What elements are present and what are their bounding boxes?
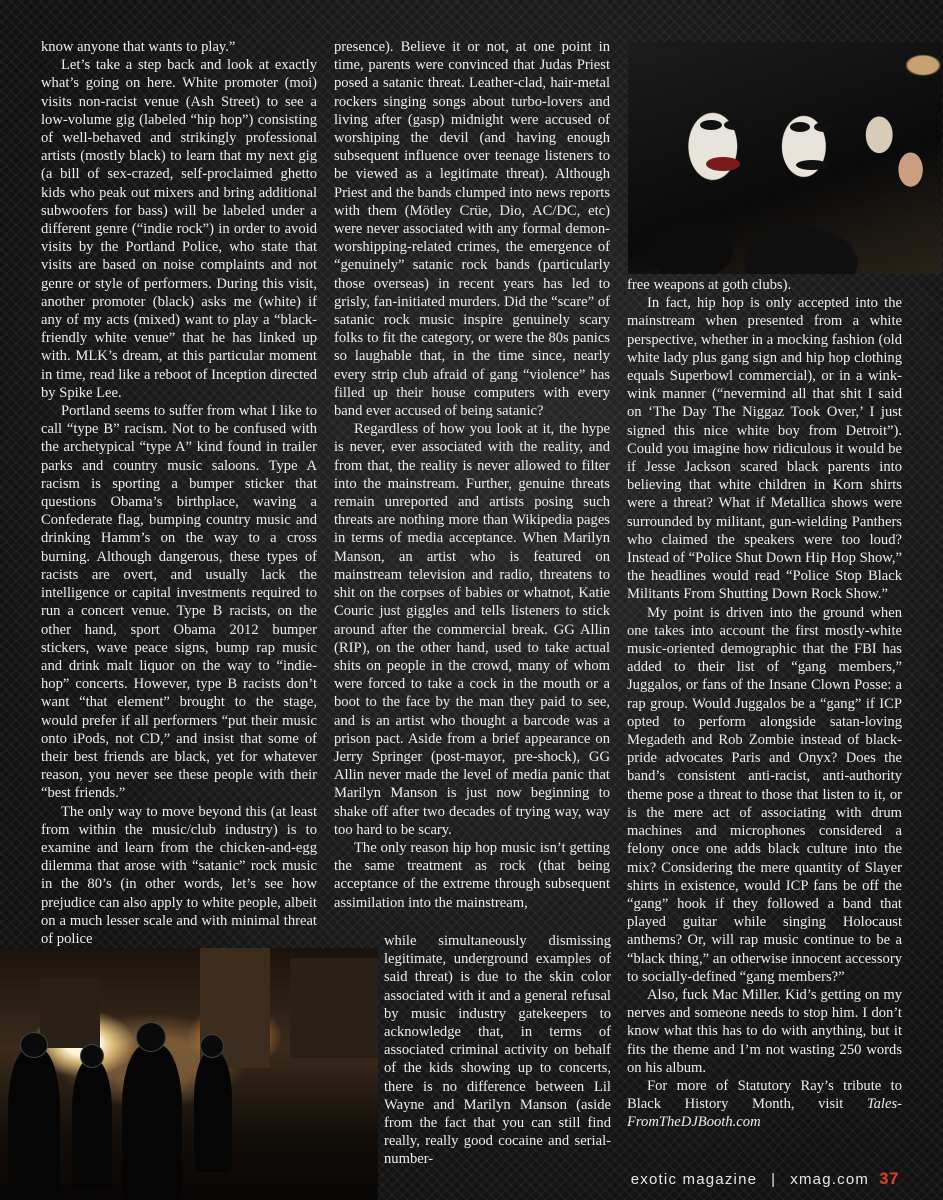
helmet-shape bbox=[20, 1032, 48, 1058]
helmet-shape bbox=[136, 1022, 166, 1052]
officer-silhouette bbox=[122, 1044, 182, 1200]
face-paint-mark bbox=[814, 122, 834, 132]
riot-police-photo bbox=[0, 948, 378, 1200]
website-link[interactable]: Tales-FromTheDJBooth.com bbox=[627, 1096, 902, 1131]
paragraph: know anyone that wants to play.” bbox=[41, 39, 236, 55]
paragraph: The only way to move beyond this (at least from within the music/club industry) is to examine and learn from the chicken-and-egg dilemma that arose with “satanic” rock music in the 80’s (in other words, let’s see how prejudice can also apply to white people, albeit on a much lesser scale and with minimal threat of police bbox=[41, 803, 317, 947]
page-footer bbox=[631, 1169, 899, 1189]
helmet-shape bbox=[80, 1044, 104, 1068]
officer-silhouette bbox=[8, 1048, 60, 1198]
juggalo-crowd-photo bbox=[628, 42, 942, 274]
magazine-site[interactable]: xmag.com bbox=[790, 1171, 870, 1188]
paragraph: My point is driven into the ground when one takes into account the first mostly-white music-oriented demographic that the FBI has added to their list of “gang members,” Juggalos, or fans of the Insane Clown Posse: a rap group. Would Juggalos be a “gang” if ICP opted to perform alongside satan-loving Megadeth and Rob Zombie instead of black-pride advocates Paris and Onyx? Does the band’s consistent anti-racist, anti-authority theme pose a threat to those that listen to it, or is the mere act of associating with drum machines and microphones considered a felony once one adds black culture into the mix? Considering the mere quantity of Slayer shirts in existence, would ICP fans be off the “gang” hook if they followed a band that played guitar while singing Holocaust anthems? Or, will rap music continue to be a “black thing,” an otherwise innocent accessory to socially-defined “gang members?” bbox=[627, 604, 902, 985]
building-silhouette bbox=[290, 958, 378, 1058]
closing-paragraph bbox=[627, 1077, 902, 1132]
paragraph: Also, fuck Mac Miller. Kid’s getting on my nerves and someone needs to stop him. I don’t know what this has to do with anything, but it fits the theme and I’m not wasting 250 words on his album. bbox=[627, 986, 902, 1076]
helmet-shape bbox=[200, 1034, 224, 1058]
face-paint-mark bbox=[706, 157, 740, 171]
paragraph: while simultaneously dismissing legitimate, underground examples of said threat) is due to the skin color associated with it and a general refusal by music industry gatekeepers to acknowledge that, in terms of associated criminal activity on behalf of the kids showing up to concerts, there is no difference between Lil Wayne and Marilyn Manson (aside from the fact that you can still find really, really good cocaine and serial-number- bbox=[384, 933, 611, 1168]
page-number: 37 bbox=[879, 1169, 899, 1188]
officer-silhouette bbox=[72, 1060, 112, 1190]
paragraph: The only reason hip hop music isn’t getting the same treatment as rock (that being acceptance of the extreme through subsequent assimilation into the mainstream, bbox=[334, 839, 610, 911]
article-column-1 bbox=[41, 38, 317, 948]
paragraph: free weapons at goth clubs). bbox=[627, 277, 792, 293]
officer-silhouette bbox=[194, 1052, 232, 1172]
building-silhouette bbox=[40, 978, 100, 1048]
footer-separator: | bbox=[771, 1171, 777, 1188]
paragraph: Regardless of how you look at it, the hype is never, ever associated with the reality, and from that, the reality is never allowed to filter into the mainstream. Further, genuine threats remain unreported and artists posing such threats are nothing more than Wikipedia pages in terms of media acceptance. When Marilyn Manson, an artist who is featured on mainstream television and radio, threatens to shit on the corpses of babies or whatnot, Katie Couric just giggles and tells listeners to stick around after the commercial break. GG Allin (RIP), on the other hand, used to take actual shits on people in the crowd, many of whom were forced to take a cock in the mouth or a boot to the face by the man they paid to see, and is an artist who thought a barcode was a prison pact. Aside from a brief appearance on Jerry Springer (post-mayor, pre-shock), GG Allin never made the level of media panic that Marilyn Manson is just now beginning to shake off after two decades of trying way, way too hard to be scary. bbox=[334, 421, 610, 838]
paragraph: Portland seems to suffer from what I like to call “type B” racism. Not to be confused with the archetypical “type A” kind found in trailer parks and country music saloons. Type A racism is sporting a bumper sticker that questions Obama’s birthplace, waving a Confederate flag, bumping country music and drinking Hamm’s on the way to a cross burning. Although dangerous, these types of racists are overt, and usually lack the intelligence or capital investments required to run a concert venue. Type B racists, on the other hand, sport Obama 2012 bumper stickers, wave peace signs, bump rap music and drink malt liquor on the way to “indie-hop” concerts. However, type B racists don’t want “that element” brought to the stage, would prefer if all performers “put their music onto iPods, not CD,” and insist that some of their best friends are black, yet for whatever reason, you never see these people with their “best friends.” bbox=[41, 403, 317, 802]
face-paint-mark bbox=[700, 120, 722, 130]
article-column-2 bbox=[334, 38, 610, 912]
face-paint-mark bbox=[724, 120, 746, 130]
paragraph: In fact, hip hop is only accepted into the mainstream when presented from a white perspective, whether in a mocking fashion (old white lady plus gang sign and hip hop clothing equals Superbowl commercial), or in a wink-wink manner (“nevermind all that shit I said on ‘The Day The Niggaz Took Over,’ I just signed this nice white boy from Detroit”). Could you imagine how ridiculous it would be if Jesse Jackson scared black parents into believing that white children in Korn shirts were a threat? What if Metallica shows were surrounded by militant, gun-wielding Panthers who claimed the speakers were too loud? Instead of “Police Shut Down Hip Hop Show,” the headlines would read “Police Stop Black Militants From Shutting Down Rock Show.” bbox=[627, 295, 902, 603]
closing-text: For more of Statutory Ray’s tribute to Black History Month, visit bbox=[627, 1077, 902, 1113]
article-column-3 bbox=[627, 276, 902, 1132]
face-paint-mark bbox=[790, 122, 810, 132]
paragraph: Let’s take a step back and look at exactly what’s going on here. White promoter (moi) visits non-racist venue (Ash Street) to see a low-volume gig (labeled “hip hop”) consisting of well-behaved and strikingly professional artists (mostly black) to learn that my next gig (a bill of sex-crazed, self-proclaimed ghetto kids who peak out mixers and bring additional subwoofers for bass) will be labeled under a different genre (“indie rock”) in order to avoid visits by the Portland Police, who state that visits are based on noise complaints and not genre or style of performers. During this visit, another promoter (black) asks me (white) if any of my acts (mixed) want to play a “black-friendly white venue” that he has linked up with. MLK’s dream, at this particular moment in time, read like a reboot of Inception directed by Spike Lee. bbox=[41, 57, 317, 401]
face-paint-mark bbox=[796, 160, 828, 170]
paragraph: presence). Believe it or not, at one point in time, parents were convinced that Judas Priest posed a satanic threat. Leather-clad, hair-metal rockers singing songs about turbo-lovers and living after (gasp) midnight were accused of worshiping the devil (and having enough subsequent influence over teenage listeners to be viewed as a legitimate threat). Although Priest and the bands clumped into news reports with them (Mötley Crüe, Dio, AC/DC, etc) were never associated with any formal demon-worshipping-related crimes, the emergence of “genuinely” satanic rock bands (particularly those overseas) in recent years has led to grisly, fan-initiated murders. Did the “scare” of satanic rock music inspire genuinely scary folks to fit the category, or were the 80s panics so laughable that, in the time since, nearly every strip club afraid of gang “violence” has filled up their house computers with every band ever accused of being satanic? bbox=[334, 39, 610, 420]
article-column-2-continued bbox=[384, 932, 611, 1169]
magazine-name: exotic magazine bbox=[630, 1171, 758, 1188]
